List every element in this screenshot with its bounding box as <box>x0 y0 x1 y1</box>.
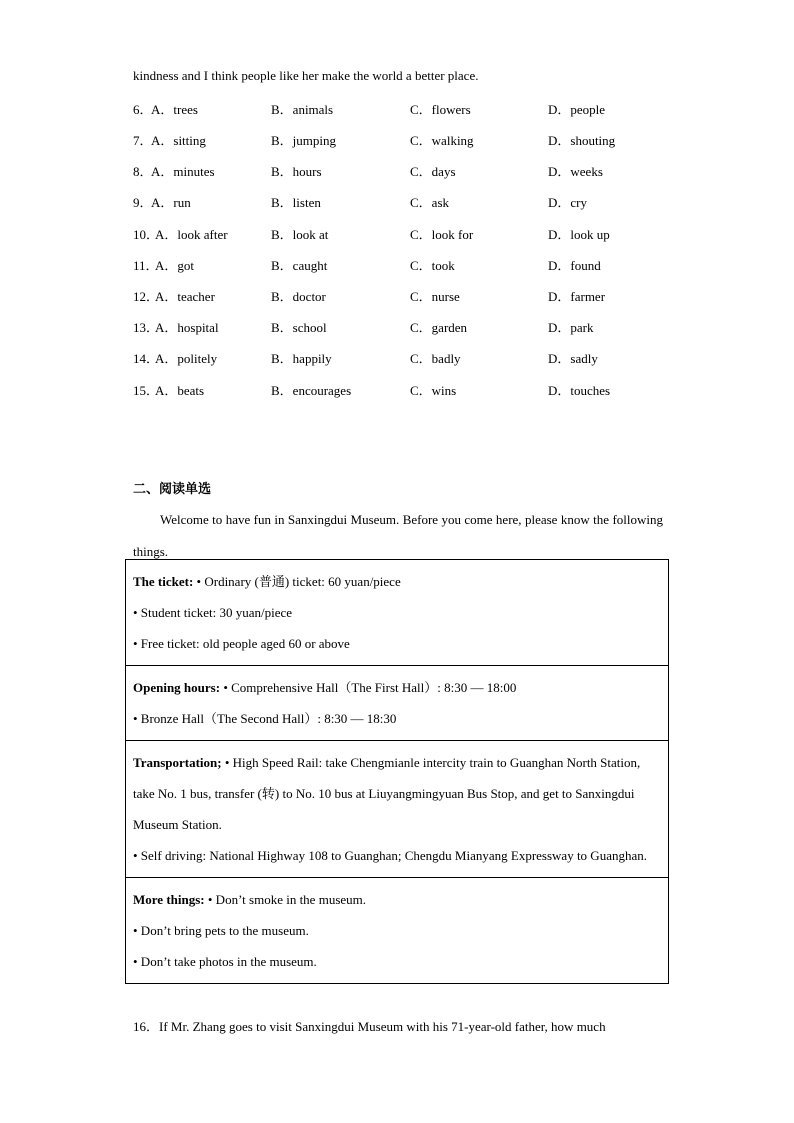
question-row <box>133 224 673 242</box>
option-a: A．look after <box>155 227 228 242</box>
question-number: 13． <box>133 320 160 335</box>
option-a: A．trees <box>151 102 198 117</box>
option-a: A．sitting <box>151 133 206 148</box>
option-a: A．hospital <box>155 320 219 335</box>
transport-line: • High Speed Rail: take Chengmianle intercity train to Guanghan North Station, take No. 1 bus, transfer (转) to No. 10 bus at Liuyangmingyuan Bus Stop, and get to Sanxingdui Museum Station. <box>133 755 641 832</box>
hours-label: Opening hours: <box>133 680 221 695</box>
option-b: B．happily <box>271 351 332 366</box>
question-16: 16．If Mr. Zhang goes to visit Sanxingdui Museum with his 71-year-old father, how much <box>133 1019 606 1034</box>
option-b: B．school <box>271 320 327 335</box>
option-c: C．walking <box>410 133 474 148</box>
option-d: D．shouting <box>548 133 616 148</box>
option-a: A．beats <box>155 383 205 398</box>
option-d: D．park <box>548 320 594 335</box>
hours-line: • Comprehensive Hall（The First Hall）: 8:30 — 18:00 <box>220 680 517 695</box>
question-number: 6． <box>133 102 153 117</box>
table-row <box>126 878 669 984</box>
question-number: 11． <box>133 258 159 273</box>
option-b: B．listen <box>271 195 321 210</box>
section-title: 二、阅读单选 <box>133 482 212 497</box>
more-line: • Don’t bring pets to the museum. <box>133 923 309 938</box>
table-row <box>126 560 669 666</box>
hours-line: • Bronze Hall（The Second Hall）: 8:30 — 18:30 <box>133 711 397 726</box>
transport-label: Transportation; <box>133 755 222 770</box>
option-d: D．touches <box>548 383 611 398</box>
option-a: A．minutes <box>151 164 215 179</box>
more-line: • Don’t smoke in the museum. <box>204 892 367 907</box>
hours-cell <box>126 666 669 741</box>
option-b: B．look at <box>271 227 329 242</box>
question-row <box>133 348 673 366</box>
question-number: 8． <box>133 164 153 179</box>
transport-line: • Self driving: National Highway 108 to Guanghan; Chengdu Mianyang Expressway to Guanghan. <box>133 848 647 863</box>
option-d: D．sadly <box>548 351 598 366</box>
option-c: C．took <box>410 258 455 273</box>
option-c: C．days <box>410 164 456 179</box>
option-a: A．got <box>155 258 195 273</box>
option-b: B．animals <box>271 102 334 117</box>
question-row <box>133 317 673 335</box>
intro-line: kindness and I think people like her make the world a better place. <box>133 68 479 83</box>
more-cell <box>126 878 669 984</box>
question-row <box>133 286 673 304</box>
option-b: B．hours <box>271 164 322 179</box>
option-c: C．look for <box>410 227 474 242</box>
question-row <box>133 192 673 210</box>
ticket-line: • Free ticket: old people aged 60 or above <box>133 636 350 651</box>
option-b: B．jumping <box>271 133 337 148</box>
question-number: 12． <box>133 289 160 304</box>
option-d: D．found <box>548 258 601 273</box>
question-number: 7． <box>133 133 153 148</box>
transport-cell <box>126 741 669 878</box>
option-c: C．wins <box>410 383 457 398</box>
ticket-cell <box>126 560 669 666</box>
option-a: A．teacher <box>155 289 215 304</box>
question-row <box>133 255 673 273</box>
question-number: 9． <box>133 195 153 210</box>
passage-text: Welcome to have fun in Sanxingdui Museum. Before you come here, please know the following things. <box>133 512 663 559</box>
option-c: C．flowers <box>410 102 471 117</box>
option-b: B．doctor <box>271 289 326 304</box>
option-c: C．garden <box>410 320 468 335</box>
ticket-label: The ticket: <box>133 574 194 589</box>
question-row <box>133 161 673 179</box>
more-line: • Don’t take photos in the museum. <box>133 954 317 969</box>
option-c: C．badly <box>410 351 461 366</box>
table-row <box>126 741 669 878</box>
question-row <box>133 380 673 398</box>
ticket-line: • Student ticket: 30 yuan/piece <box>133 605 293 620</box>
option-a: A．run <box>151 195 191 210</box>
table-row <box>126 666 669 741</box>
option-b: B．encourages <box>271 383 352 398</box>
question-number: 14． <box>133 351 160 366</box>
question-row <box>133 130 673 148</box>
option-d: D．farmer <box>548 289 606 304</box>
option-c: C．nurse <box>410 289 460 304</box>
option-c: C．ask <box>410 195 450 210</box>
option-d: D．people <box>548 102 606 117</box>
question-row <box>133 99 673 117</box>
more-label: More things: <box>133 892 205 907</box>
ticket-line: • Ordinary (普通) ticket: 60 yuan/piece <box>193 574 401 589</box>
question-number: 15． <box>133 383 160 398</box>
option-d: D．look up <box>548 227 610 242</box>
option-b: B．caught <box>271 258 328 273</box>
option-d: D．cry <box>548 195 587 210</box>
question-number: 10． <box>133 227 160 242</box>
info-table <box>125 559 669 984</box>
option-a: A．politely <box>155 351 218 366</box>
option-d: D．weeks <box>548 164 603 179</box>
